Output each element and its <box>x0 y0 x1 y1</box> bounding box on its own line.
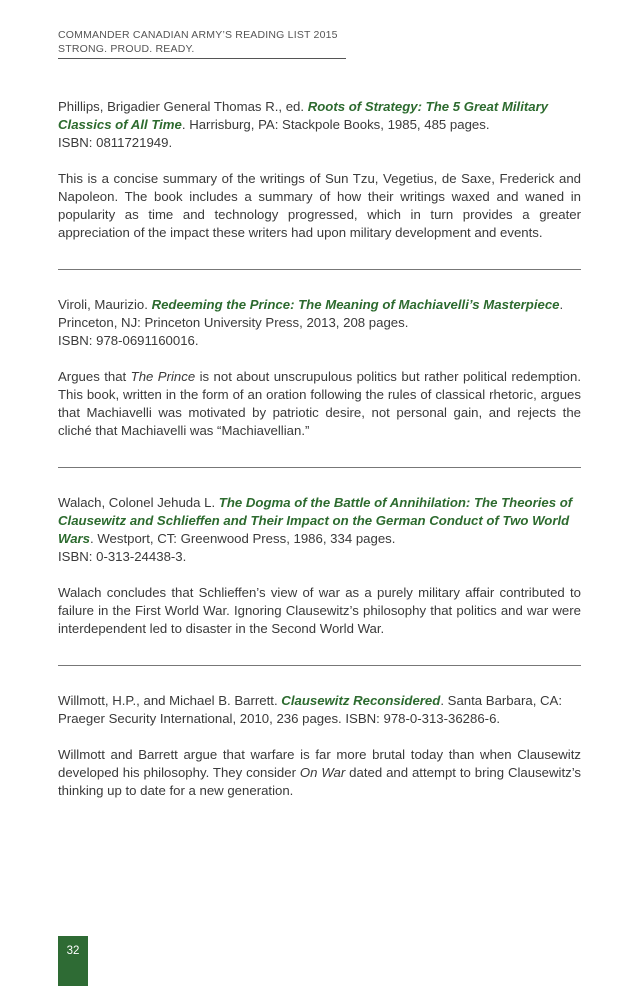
author: Viroli, Maurizio. <box>58 297 152 312</box>
reading-list <box>58 98 581 800</box>
book-summary <box>58 584 581 638</box>
isbn: ISBN: 978-0691160016. <box>58 333 199 348</box>
entry-divider <box>58 467 581 468</box>
header-title: COMMANDER CANADIAN ARMY’S READING LIST 2015 <box>58 29 338 41</box>
citation <box>58 98 581 152</box>
author: Willmott, H.P., and Michael B. Barrett. <box>58 693 282 708</box>
book-entry <box>58 494 581 638</box>
summary-text: Argues that <box>58 369 131 384</box>
book-summary <box>58 746 581 800</box>
citation <box>58 296 581 350</box>
book-summary <box>58 170 581 242</box>
author: Walach, Colonel Jehuda L. <box>58 495 219 510</box>
isbn: ISBN: 0-313-24438-3. <box>58 549 187 564</box>
page-number-tab <box>58 936 88 986</box>
citation <box>58 494 581 566</box>
summary-text: This is a concise summary of the writings of Sun Tzu, Vegetius, de Saxe, Frederick and Napoleon. The book includes a summary of how their writings waxed and waned in popularity as time and technology progressed, which in turn provides a greater appreciation of the impact these writers had upon military development and events. <box>58 171 581 240</box>
book-title: Redeeming the Prince: The Meaning of Machiavelli’s Masterpiece <box>151 297 560 312</box>
book-title: Clausewitz Reconsidered <box>281 693 441 708</box>
running-header <box>58 28 348 59</box>
book-entry <box>58 692 581 800</box>
book-title: The Dogma of the Battle of Annihilation: The Theories of Clausewitz and Schlieffen and Their Impact on the German Conduct of Two World Wars <box>58 495 573 546</box>
summary-text: is not about unscrupulous politics but rather political redemption. This book, written in the form of an oration following the rules of classical rhetoric, argues that Machiavelli was motivated by patriotic desire, not personal gain, and rejects the cliché that Machiavelli was “Machiavellian.” <box>58 369 581 438</box>
isbn: ISBN: 0811721949. <box>58 135 173 150</box>
summary-text: Walach concludes that Schlieffen’s view of war as a purely military affair contributed to failure in the First World War. Ignoring Clausewitz’s philosophy that politics and war were interdependent led to disaster in the Second World War. <box>58 585 581 636</box>
entry-divider <box>58 665 581 666</box>
entry-divider <box>58 269 581 270</box>
summary-text: Willmott and Barrett argue that warfare is far more brutal today than when Clausewitz developed his philosophy. They consider <box>58 747 581 780</box>
summary-text: dated and attempt to bring Clausewitz’s thinking up to date for a new generation. <box>58 765 581 798</box>
summary-italic-title: The Prince <box>130 369 196 384</box>
book-entry <box>58 296 581 440</box>
publication-info: . Westport, CT: Greenwood Press, 1986, 334 pages. <box>90 531 396 546</box>
author: Phillips, Brigadier General Thomas R., ed. <box>58 99 308 114</box>
summary-italic-title: On War <box>299 765 346 780</box>
book-entry <box>58 98 581 242</box>
header-slogan: STRONG. PROUD. READY. <box>58 43 195 55</box>
citation <box>58 692 581 728</box>
book-summary <box>58 368 581 440</box>
publication-info: . Harrisburg, PA: Stackpole Books, 1985, 485 pages. <box>181 117 490 132</box>
page-number: 32 <box>66 945 80 957</box>
publication-info: . Santa Barbara, CA: Praeger Security International, 2010, 236 pages. ISBN: 978-0-313-36286-6. <box>58 693 563 726</box>
publication-info: . Princeton, NJ: Princeton University Press, 2013, 208 pages. <box>58 297 564 330</box>
header-divider <box>58 58 346 59</box>
book-title: Roots of Strategy: The 5 Great Military Classics of All Time <box>58 99 549 132</box>
